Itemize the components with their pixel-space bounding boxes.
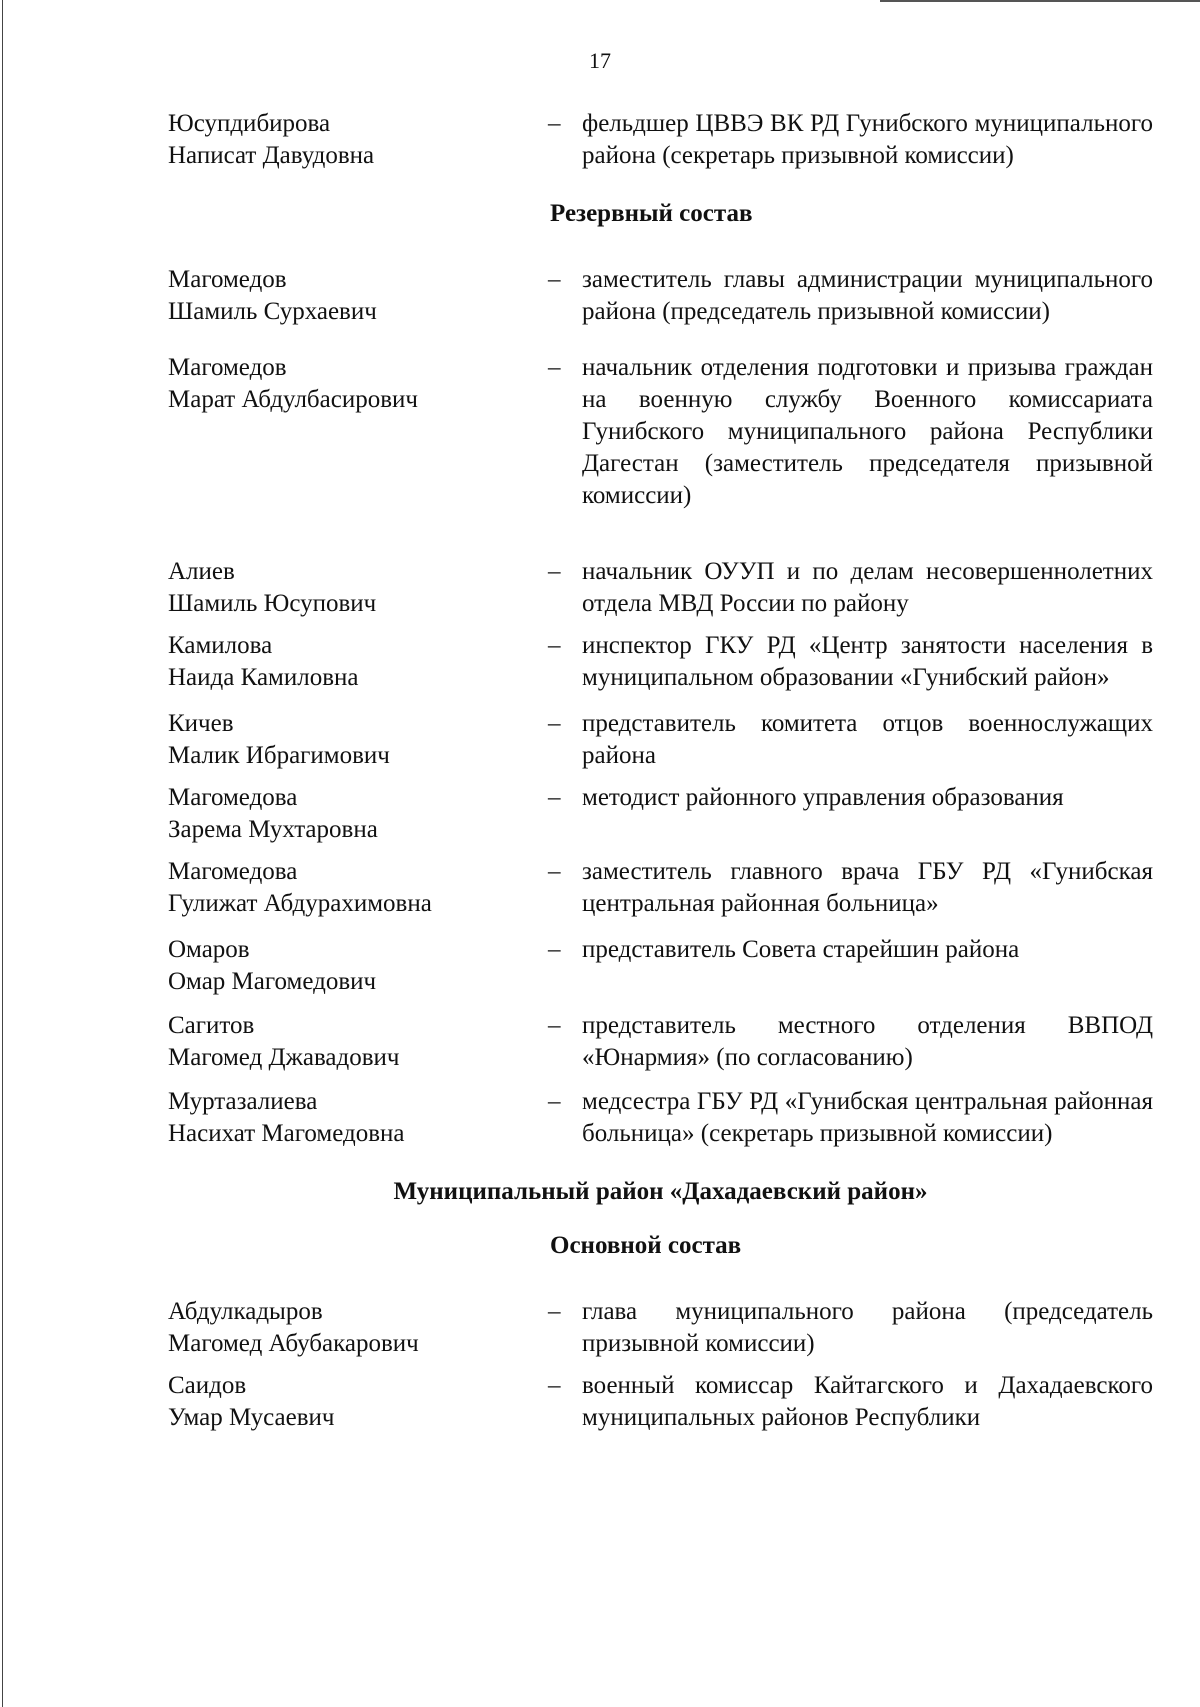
scan-edge-top	[880, 0, 1200, 2]
member-role: заместитель главы администрации муниципального района (председатель призывной комиссии)	[582, 266, 1153, 325]
member-name	[168, 856, 548, 920]
member-role: начальник отделения подготовки и призыва граждан на военную службу Военного комиссариата Гунибского муниципального района Республики Дагестан (заместитель председателя призывной комиссии)	[582, 354, 1153, 509]
member-surname: Саидов	[168, 1372, 247, 1399]
section-subheading: Основной состав	[550, 1232, 742, 1259]
member-given-names: Омар Магомедович	[168, 968, 377, 995]
member-entry	[168, 708, 1153, 772]
dash-separator: –	[548, 632, 561, 659]
dash-separator: –	[548, 110, 561, 137]
member-given-names: Насихат Магомедовна	[168, 1120, 405, 1147]
dash-separator: –	[548, 558, 561, 585]
member-name	[168, 352, 548, 512]
member-given-names: Умар Мусаевич	[168, 1404, 335, 1431]
member-surname: Магомедова	[168, 858, 298, 885]
member-surname: Омаров	[168, 936, 250, 963]
member-surname: Юсупдибирова	[168, 110, 331, 137]
member-given-names: Шамиль Сурхаевич	[168, 298, 377, 325]
member-name	[168, 782, 548, 846]
member-entry	[168, 1370, 1153, 1434]
member-role: методист районного управления образования	[582, 784, 1064, 811]
district-heading: Муниципальный район «Дахадаевский район»	[393, 1178, 928, 1205]
member-given-names: Зарема Мухтаровна	[168, 816, 378, 843]
dash-separator: –	[548, 266, 561, 293]
member-surname: Сагитов	[168, 1012, 255, 1039]
member-surname: Магомедов	[168, 354, 287, 381]
dash-separator: –	[548, 1088, 561, 1115]
dash-separator: –	[548, 1012, 561, 1039]
member-role: фельдшер ЦВВЭ ВК РД Гунибского муниципального района (секретарь призывной комиссии)	[582, 110, 1153, 169]
member-surname: Магомедов	[168, 266, 287, 293]
member-entry	[168, 1296, 1153, 1360]
member-role: представитель комитета отцов военнослужащих района	[582, 710, 1153, 769]
member-entry	[168, 630, 1153, 694]
member-entry	[168, 934, 1153, 998]
commission-list	[168, 108, 1153, 1444]
member-given-names: Гулижат Абдурахимовна	[168, 890, 432, 917]
dash-separator: –	[548, 858, 561, 885]
member-role: медсестра ГБУ РД «Гунибская центральная районная больница» (секретарь призывной комиссии)	[582, 1088, 1153, 1147]
member-name	[168, 264, 548, 328]
member-entry	[168, 1086, 1153, 1150]
member-role: военный комиссар Кайтагского и Дахадаевского муниципальных районов Республики	[582, 1372, 1153, 1431]
member-entry	[168, 556, 1153, 620]
member-name	[168, 1086, 548, 1150]
member-entry	[168, 782, 1153, 846]
member-entry	[168, 264, 1153, 328]
member-entry	[168, 352, 1153, 512]
member-surname: Абдулкадыров	[168, 1298, 323, 1325]
section-subheading: Резервный состав	[550, 200, 753, 227]
member-given-names: Малик Ибрагимович	[168, 742, 390, 769]
member-name	[168, 1010, 548, 1074]
dash-separator: –	[548, 1372, 561, 1399]
dash-separator: –	[548, 936, 561, 963]
member-role: представитель Совета старейшин района	[582, 936, 1020, 963]
member-role: глава муниципального района (председатель призывной комиссии)	[582, 1298, 1153, 1357]
member-name	[168, 1296, 548, 1360]
dash-separator: –	[548, 710, 561, 737]
dash-separator: –	[548, 1298, 561, 1325]
dash-separator: –	[548, 784, 561, 811]
member-given-names: Наида Камиловна	[168, 664, 359, 691]
page-number: 17	[589, 48, 611, 73]
member-role: начальник ОУУП и по делам несовершеннолетних отдела МВД России по району	[582, 558, 1153, 617]
member-surname: Кичев	[168, 710, 234, 737]
member-role: представитель местного отделения ВВПОД «Юнармия» (по согласованию)	[582, 1012, 1153, 1071]
member-name	[168, 556, 548, 620]
member-surname: Муртазалиева	[168, 1088, 318, 1115]
member-name	[168, 630, 548, 694]
member-surname: Алиев	[168, 558, 235, 585]
member-name	[168, 934, 548, 998]
member-given-names: Магомед Джавадович	[168, 1044, 400, 1071]
member-role: заместитель главного врача ГБУ РД «Гунибская центральная районная больница»	[582, 858, 1153, 917]
member-given-names: Шамиль Юсупович	[168, 590, 377, 617]
member-name	[168, 108, 548, 172]
member-entry	[168, 856, 1153, 920]
member-name	[168, 1370, 548, 1434]
member-given-names: Магомед Абубакарович	[168, 1330, 419, 1357]
scan-edge-left	[2, 0, 3, 1707]
member-surname: Магомедова	[168, 784, 298, 811]
member-given-names: Написат Давудовна	[168, 142, 375, 169]
dash-separator: –	[548, 354, 561, 381]
member-entry	[168, 1010, 1153, 1074]
member-entry	[168, 108, 1153, 172]
member-role: инспектор ГКУ РД «Центр занятости населения в муниципальном образовании «Гунибский район»	[582, 632, 1153, 691]
member-surname: Камилова	[168, 632, 273, 659]
member-name	[168, 708, 548, 772]
member-given-names: Марат Абдулбасирович	[168, 386, 418, 413]
